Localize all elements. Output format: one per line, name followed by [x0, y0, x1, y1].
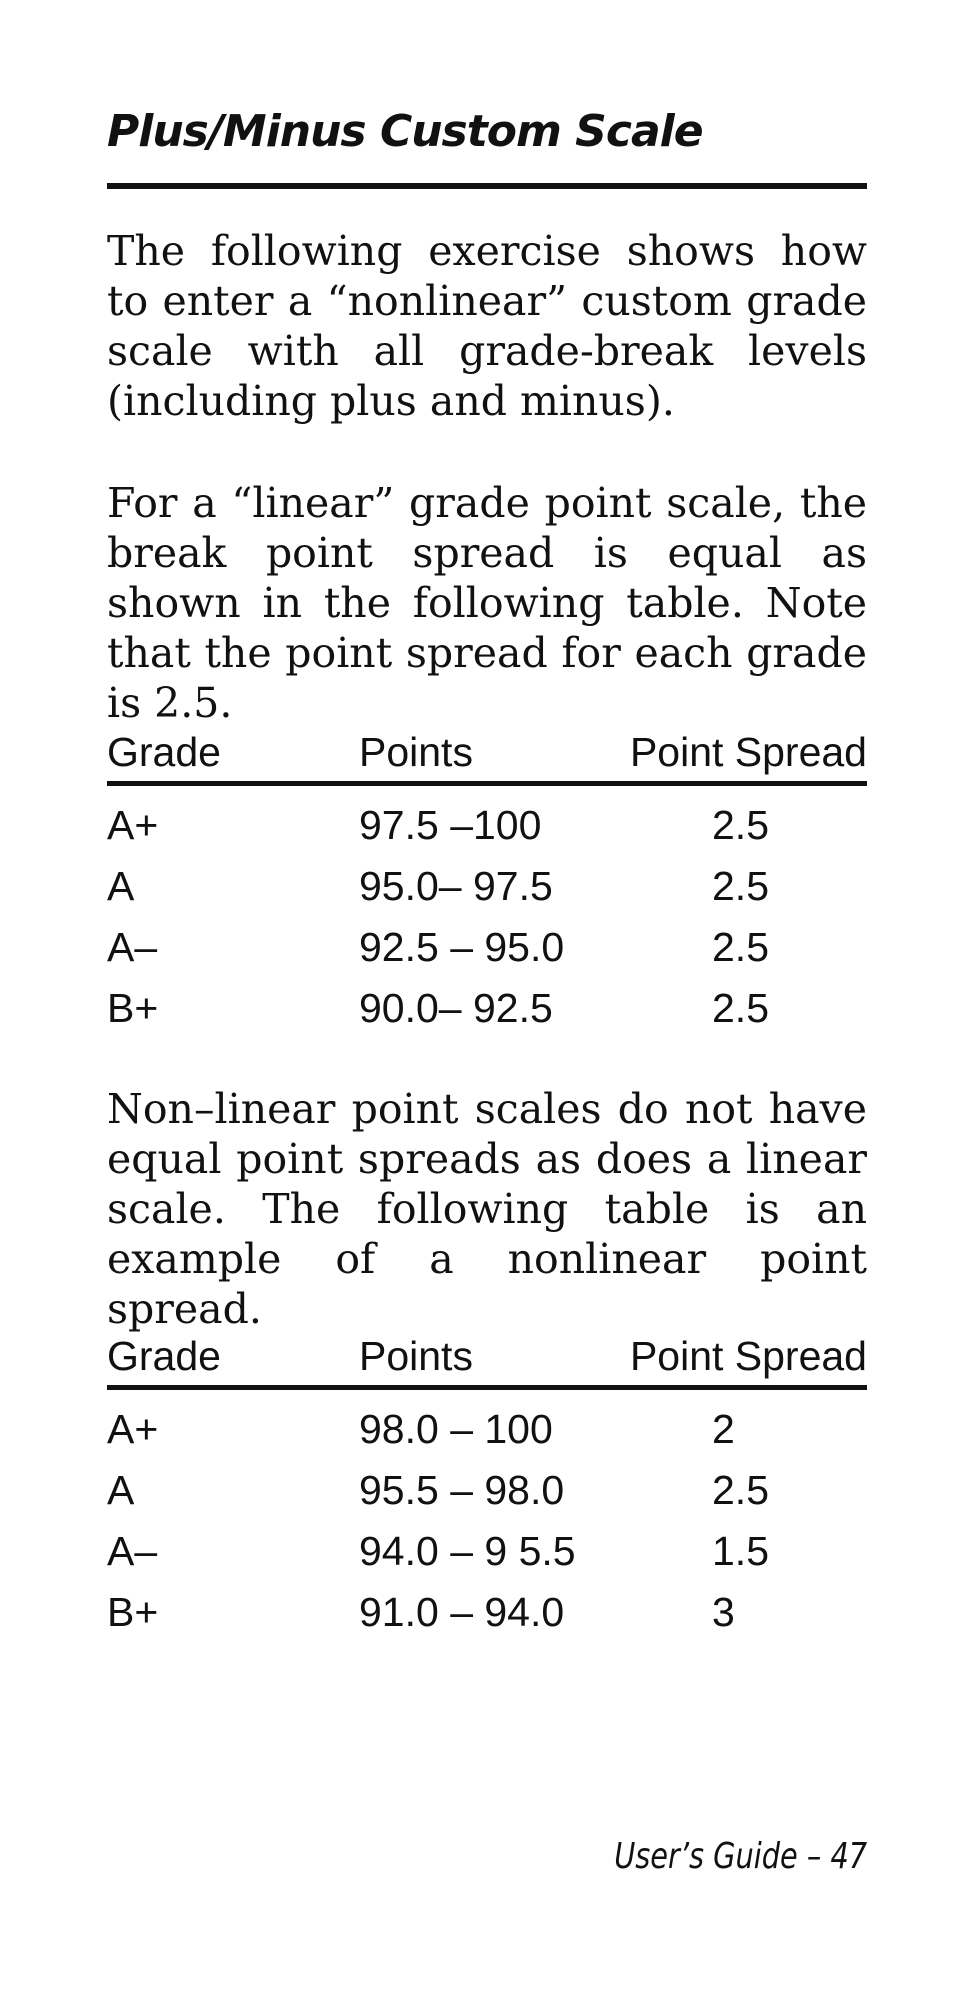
header-points: Points	[359, 1333, 473, 1379]
cell-grade: A–	[107, 924, 158, 970]
cell-points: 98.0 – 100	[359, 1406, 553, 1452]
cell-grade: A–	[107, 1528, 158, 1574]
table-header	[107, 725, 867, 786]
header-grade: Grade	[107, 729, 221, 775]
cell-spread: 3	[712, 1589, 735, 1635]
table-row	[107, 969, 867, 1030]
table-row	[107, 1573, 867, 1634]
cell-points: 94.0 – 9 5.5	[359, 1528, 576, 1574]
intro-paragraph: The following exercise shows how to enter a “nonlinear” custom grade scale with all grade-break levels (including plus and minus).	[107, 227, 867, 425]
header-points: Points	[359, 729, 473, 775]
table-header	[107, 1329, 867, 1390]
heading-rule	[107, 183, 867, 189]
table-row	[107, 847, 867, 908]
cell-spread: 2.5	[712, 985, 769, 1031]
table-row	[107, 786, 867, 847]
cell-points: 91.0 – 94.0	[359, 1589, 565, 1635]
cell-spread: 2.5	[712, 802, 769, 848]
table-row	[107, 1451, 867, 1512]
cell-points: 90.0– 92.5	[359, 985, 553, 1031]
nonlinear-scale-paragraph: Non–linear point scales do not have equal point spreads as does a linear scale. The following table is an example of a nonlinear point spread.	[107, 1085, 867, 1333]
cell-spread: 2	[712, 1406, 735, 1452]
cell-points: 95.5 – 98.0	[359, 1467, 565, 1513]
header-grade: Grade	[107, 1333, 221, 1379]
header-point-spread: Point Spread	[629, 1333, 867, 1379]
cell-spread: 2.5	[712, 863, 769, 909]
cell-grade: A	[107, 863, 135, 909]
page-footer: User’s Guide – 47	[614, 1836, 867, 1877]
nonlinear-grade-table	[107, 1329, 867, 1634]
cell-grade: A	[107, 1467, 135, 1513]
cell-points: 95.0– 97.5	[359, 863, 553, 909]
cell-spread: 2.5	[712, 1467, 769, 1513]
cell-spread: 2.5	[712, 924, 769, 970]
cell-grade: B+	[107, 1589, 159, 1635]
linear-grade-table	[107, 725, 867, 1030]
cell-grade: A+	[107, 1406, 159, 1452]
table-row	[107, 1390, 867, 1451]
cell-grade: B+	[107, 985, 159, 1031]
cell-points: 97.5 –100	[359, 802, 542, 848]
table-row	[107, 908, 867, 969]
section-heading: Plus/Minus Custom Scale	[107, 106, 703, 157]
table-row	[107, 1512, 867, 1573]
header-point-spread: Point Spread	[629, 729, 867, 775]
cell-points: 92.5 – 95.0	[359, 924, 565, 970]
linear-scale-paragraph: For a “linear” grade point scale, the break point spread is equal as shown in the following table. Note that the point spread for each grade is 2.5.	[107, 479, 867, 727]
cell-spread: 1.5	[712, 1528, 769, 1574]
cell-grade: A+	[107, 802, 159, 848]
